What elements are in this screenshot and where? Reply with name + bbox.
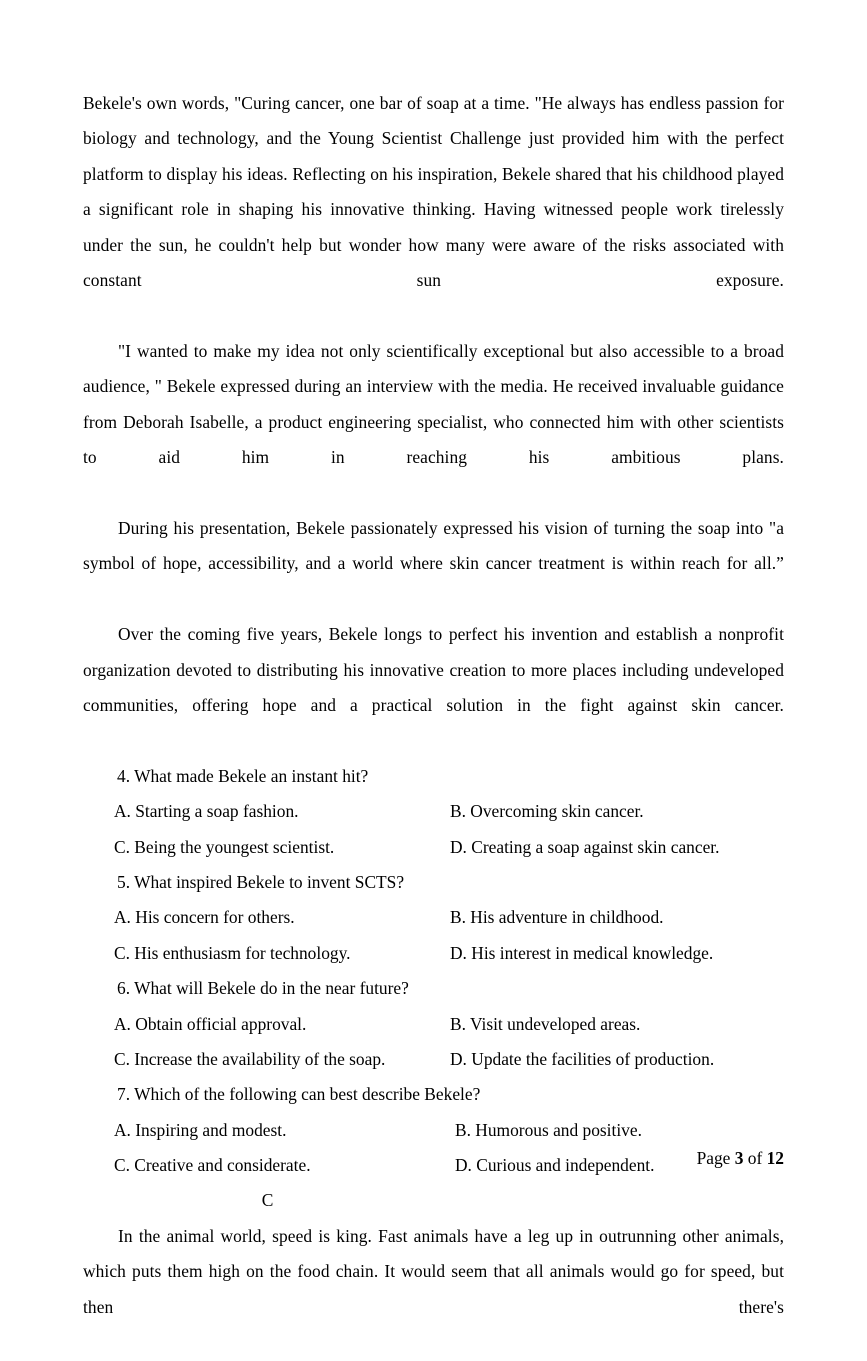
passage-paragraph-2: "I wanted to make my idea not only scientifically exceptional but also accessible to a broad audience, " Bekele expressed during an interview with the media. He received invaluable guidance from Deborah Isabelle, a product engineering specialist, who connected him with other scientists to aid him in reaching his ambitious plans.	[83, 340, 784, 468]
section-c-paragraph: In the animal world, speed is king. Fast animals have a leg up in outrunning other animals, which puts them high on the food chain. It would seem that all animals would go for speed, but then there's	[83, 1225, 784, 1317]
question-6-option-a[interactable]: A. Obtain official approval.	[114, 1013, 307, 1034]
question-5-stem: 5. What inspired Bekele to invent SCTS?	[117, 871, 405, 892]
question-4-option-b[interactable]: B. Overcoming skin cancer.	[450, 801, 644, 822]
section-c-marker: C	[261, 1190, 274, 1211]
question-4-options-row-2	[83, 830, 784, 865]
passage-paragraph-4: Over the coming five years, Bekele longs to perfect his invention and establish a nonprofit organization devoted to distributing his innovative creation to more places including undeveloped communities, offering hope and a practical solution in the fight against skin cancer.	[83, 624, 784, 715]
page-footer-prefix: Page	[696, 1148, 735, 1168]
question-5-option-b[interactable]: B. His adventure in childhood.	[450, 907, 664, 928]
question-7-option-d[interactable]: D. Curious and independent.	[455, 1155, 655, 1176]
question-7-option-c[interactable]: C. Creative and considerate.	[114, 1155, 311, 1176]
question-5-options-row-2	[83, 936, 784, 971]
question-6	[83, 971, 784, 1077]
question-6-options-row-1	[83, 1007, 784, 1042]
question-6-stem: 6. What will Bekele do in the near future?	[117, 978, 409, 999]
question-4-options-row-1	[83, 794, 784, 829]
question-7-option-a[interactable]: A. Inspiring and modest.	[114, 1119, 287, 1140]
passage-paragraph-1: Bekele's own words, "Curing cancer, one bar of soap at a time. "He always has endless passion for biology and technology, and the Young Scientist Challenge just provided him with the perfect platform to display his ideas. Reflecting on his inspiration, Bekele shared that his childhood played a significant role in shaping his innovative thinking. Having witnessed people work tirelessly under the sun, he couldn't help but wonder how many were aware of the risks associated with constant sun exposure.	[83, 93, 784, 291]
question-7-options-row-1	[83, 1113, 784, 1148]
question-4-option-d[interactable]: D. Creating a soap against skin cancer.	[450, 836, 720, 857]
question-4-option-a[interactable]: A. Starting a soap fashion.	[114, 801, 299, 822]
question-5-option-c[interactable]: C. His enthusiasm for technology.	[114, 942, 351, 963]
page-footer-total: 12	[766, 1148, 784, 1168]
question-5-option-d[interactable]: D. His interest in medical knowledge.	[450, 942, 714, 963]
question-6-option-d[interactable]: D. Update the facilities of production.	[450, 1048, 715, 1069]
passage-paragraph-3: During his presentation, Bekele passionately expressed his vision of turning the soap into "a symbol of hope, accessibility, and a world where skin cancer treatment is within reach for all.”	[83, 517, 784, 574]
question-6-option-b[interactable]: B. Visit undeveloped areas.	[450, 1013, 641, 1034]
question-5-options-row-1	[83, 900, 784, 935]
question-7-option-b[interactable]: B. Humorous and positive.	[455, 1119, 642, 1140]
page-footer	[83, 1146, 784, 1170]
question-5-option-a[interactable]: A. His concern for others.	[114, 907, 295, 928]
question-4-option-c[interactable]: C. Being the youngest scientist.	[114, 836, 335, 857]
question-4-stem: 4. What made Bekele an instant hit?	[117, 765, 369, 786]
question-7-stem: 7. Which of the following can best describe Bekele?	[117, 1084, 481, 1105]
page-footer-middle: of	[743, 1148, 767, 1168]
question-6-options-row-2	[83, 1042, 784, 1077]
question-6-option-c[interactable]: C. Increase the availability of the soap.	[114, 1048, 386, 1069]
question-5	[83, 865, 784, 971]
question-4	[83, 759, 784, 865]
page-footer-current: 3	[734, 1148, 744, 1168]
